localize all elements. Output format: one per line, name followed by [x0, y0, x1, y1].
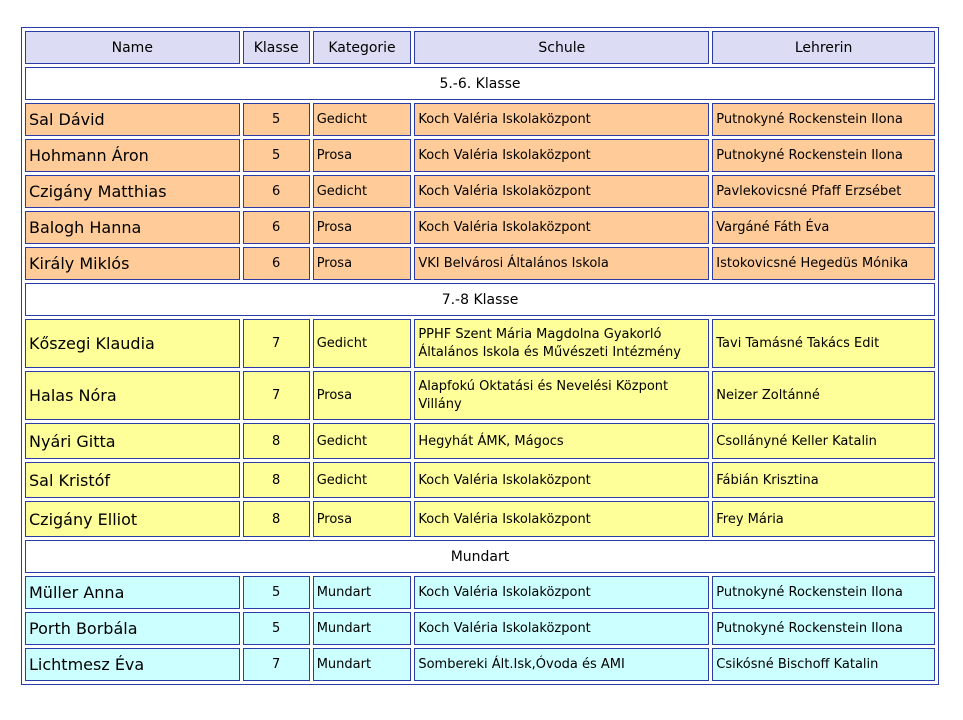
table-row: [25, 501, 935, 537]
cell-klasse: 8: [243, 423, 310, 459]
cell-schule: Koch Valéria Iskolaközpont: [414, 576, 709, 609]
cell-kategorie: Prosa: [313, 247, 412, 280]
cell-klasse: 7: [243, 371, 310, 420]
cell-kategorie: Mundart: [313, 576, 412, 609]
cell-kategorie: Prosa: [313, 501, 412, 537]
cell-klasse: 7: [243, 648, 310, 681]
results-table-container: [21, 27, 939, 685]
cell-lehrerin: Pavlekovicsné Pfaff Erzsébet: [712, 175, 935, 208]
cell-kategorie: Mundart: [313, 612, 412, 645]
cell-name: Porth Borbála: [25, 612, 240, 645]
cell-lehrerin: Tavi Tamásné Takács Edit: [712, 319, 935, 368]
cell-schule: Koch Valéria Iskolaközpont: [414, 175, 709, 208]
section-title: Mundart: [25, 540, 935, 573]
cell-klasse: 5: [243, 612, 310, 645]
cell-kategorie: Gedicht: [313, 103, 412, 136]
header-klasse: Klasse: [243, 31, 310, 64]
table-row: [25, 319, 935, 368]
cell-klasse: 5: [243, 103, 310, 136]
cell-name: Király Miklós: [25, 247, 240, 280]
table-row: [25, 371, 935, 420]
cell-lehrerin: Putnokyné Rockenstein Ilona: [712, 103, 935, 136]
section-row: [25, 67, 935, 100]
cell-name: Lichtmesz Éva: [25, 648, 240, 681]
header-schule: Schule: [414, 31, 709, 64]
cell-lehrerin: Neizer Zoltánné: [712, 371, 935, 420]
cell-name: Halas Nóra: [25, 371, 240, 420]
cell-lehrerin: Csollányné Keller Katalin: [712, 423, 935, 459]
cell-name: Czigány Elliot: [25, 501, 240, 537]
cell-name: Sal Dávid: [25, 103, 240, 136]
section-row: [25, 283, 935, 316]
cell-lehrerin: Fábián Krisztina: [712, 462, 935, 498]
cell-name: Nyári Gitta: [25, 423, 240, 459]
table-row: [25, 247, 935, 280]
table-row: [25, 462, 935, 498]
cell-klasse: 6: [243, 211, 310, 244]
cell-lehrerin: Putnokyné Rockenstein Ilona: [712, 612, 935, 645]
cell-name: Czigány Matthias: [25, 175, 240, 208]
section-title: 5.-6. Klasse: [25, 67, 935, 100]
table-row: [25, 423, 935, 459]
cell-schule: PPHF Szent Mária Magdolna Gyakorló Általános Iskola és Művészeti Intézmény: [414, 319, 709, 368]
cell-lehrerin: Vargáné Fáth Éva: [712, 211, 935, 244]
table-row: [25, 139, 935, 172]
cell-klasse: 5: [243, 576, 310, 609]
table-row: [25, 612, 935, 645]
cell-kategorie: Gedicht: [313, 462, 412, 498]
cell-kategorie: Prosa: [313, 371, 412, 420]
header-kategorie: Kategorie: [313, 31, 412, 64]
cell-klasse: 8: [243, 501, 310, 537]
cell-kategorie: Prosa: [313, 211, 412, 244]
cell-schule: Koch Valéria Iskolaközpont: [414, 139, 709, 172]
results-table: [21, 27, 939, 685]
cell-schule: VKI Belvárosi Általános Iskola: [414, 247, 709, 280]
cell-lehrerin: Istokovicsné Hegedüs Mónika: [712, 247, 935, 280]
cell-schule: Koch Valéria Iskolaközpont: [414, 612, 709, 645]
cell-kategorie: Prosa: [313, 139, 412, 172]
cell-lehrerin: Csikósné Bischoff Katalin: [712, 648, 935, 681]
header-lehrerin: Lehrerin: [712, 31, 935, 64]
cell-lehrerin: Putnokyné Rockenstein Ilona: [712, 139, 935, 172]
table-row: [25, 211, 935, 244]
cell-klasse: 5: [243, 139, 310, 172]
cell-name: Sal Kristóf: [25, 462, 240, 498]
cell-name: Müller Anna: [25, 576, 240, 609]
cell-name: Hohmann Áron: [25, 139, 240, 172]
cell-name: Kőszegi Klaudia: [25, 319, 240, 368]
cell-schule: Koch Valéria Iskolaközpont: [414, 501, 709, 537]
cell-schule: Hegyhát ÁMK, Mágocs: [414, 423, 709, 459]
cell-klasse: 8: [243, 462, 310, 498]
cell-kategorie: Gedicht: [313, 423, 412, 459]
table-row: [25, 648, 935, 681]
table-row: [25, 576, 935, 609]
cell-klasse: 6: [243, 175, 310, 208]
section-row: [25, 540, 935, 573]
cell-klasse: 6: [243, 247, 310, 280]
header-row: [25, 31, 935, 64]
cell-lehrerin: Frey Mária: [712, 501, 935, 537]
cell-name: Balogh Hanna: [25, 211, 240, 244]
section-title: 7.-8 Klasse: [25, 283, 935, 316]
table-row: [25, 175, 935, 208]
header-name: Name: [25, 31, 240, 64]
cell-schule: Alapfokú Oktatási és Nevelési Központ Villány: [414, 371, 709, 420]
cell-schule: Koch Valéria Iskolaközpont: [414, 462, 709, 498]
cell-schule: Koch Valéria Iskolaközpont: [414, 103, 709, 136]
table-row: [25, 103, 935, 136]
cell-klasse: 7: [243, 319, 310, 368]
cell-schule: Koch Valéria Iskolaközpont: [414, 211, 709, 244]
cell-schule: Sombereki Ált.Isk,Óvoda és AMI: [414, 648, 709, 681]
cell-kategorie: Mundart: [313, 648, 412, 681]
cell-kategorie: Gedicht: [313, 175, 412, 208]
cell-kategorie: Gedicht: [313, 319, 412, 368]
cell-lehrerin: Putnokyné Rockenstein Ilona: [712, 576, 935, 609]
